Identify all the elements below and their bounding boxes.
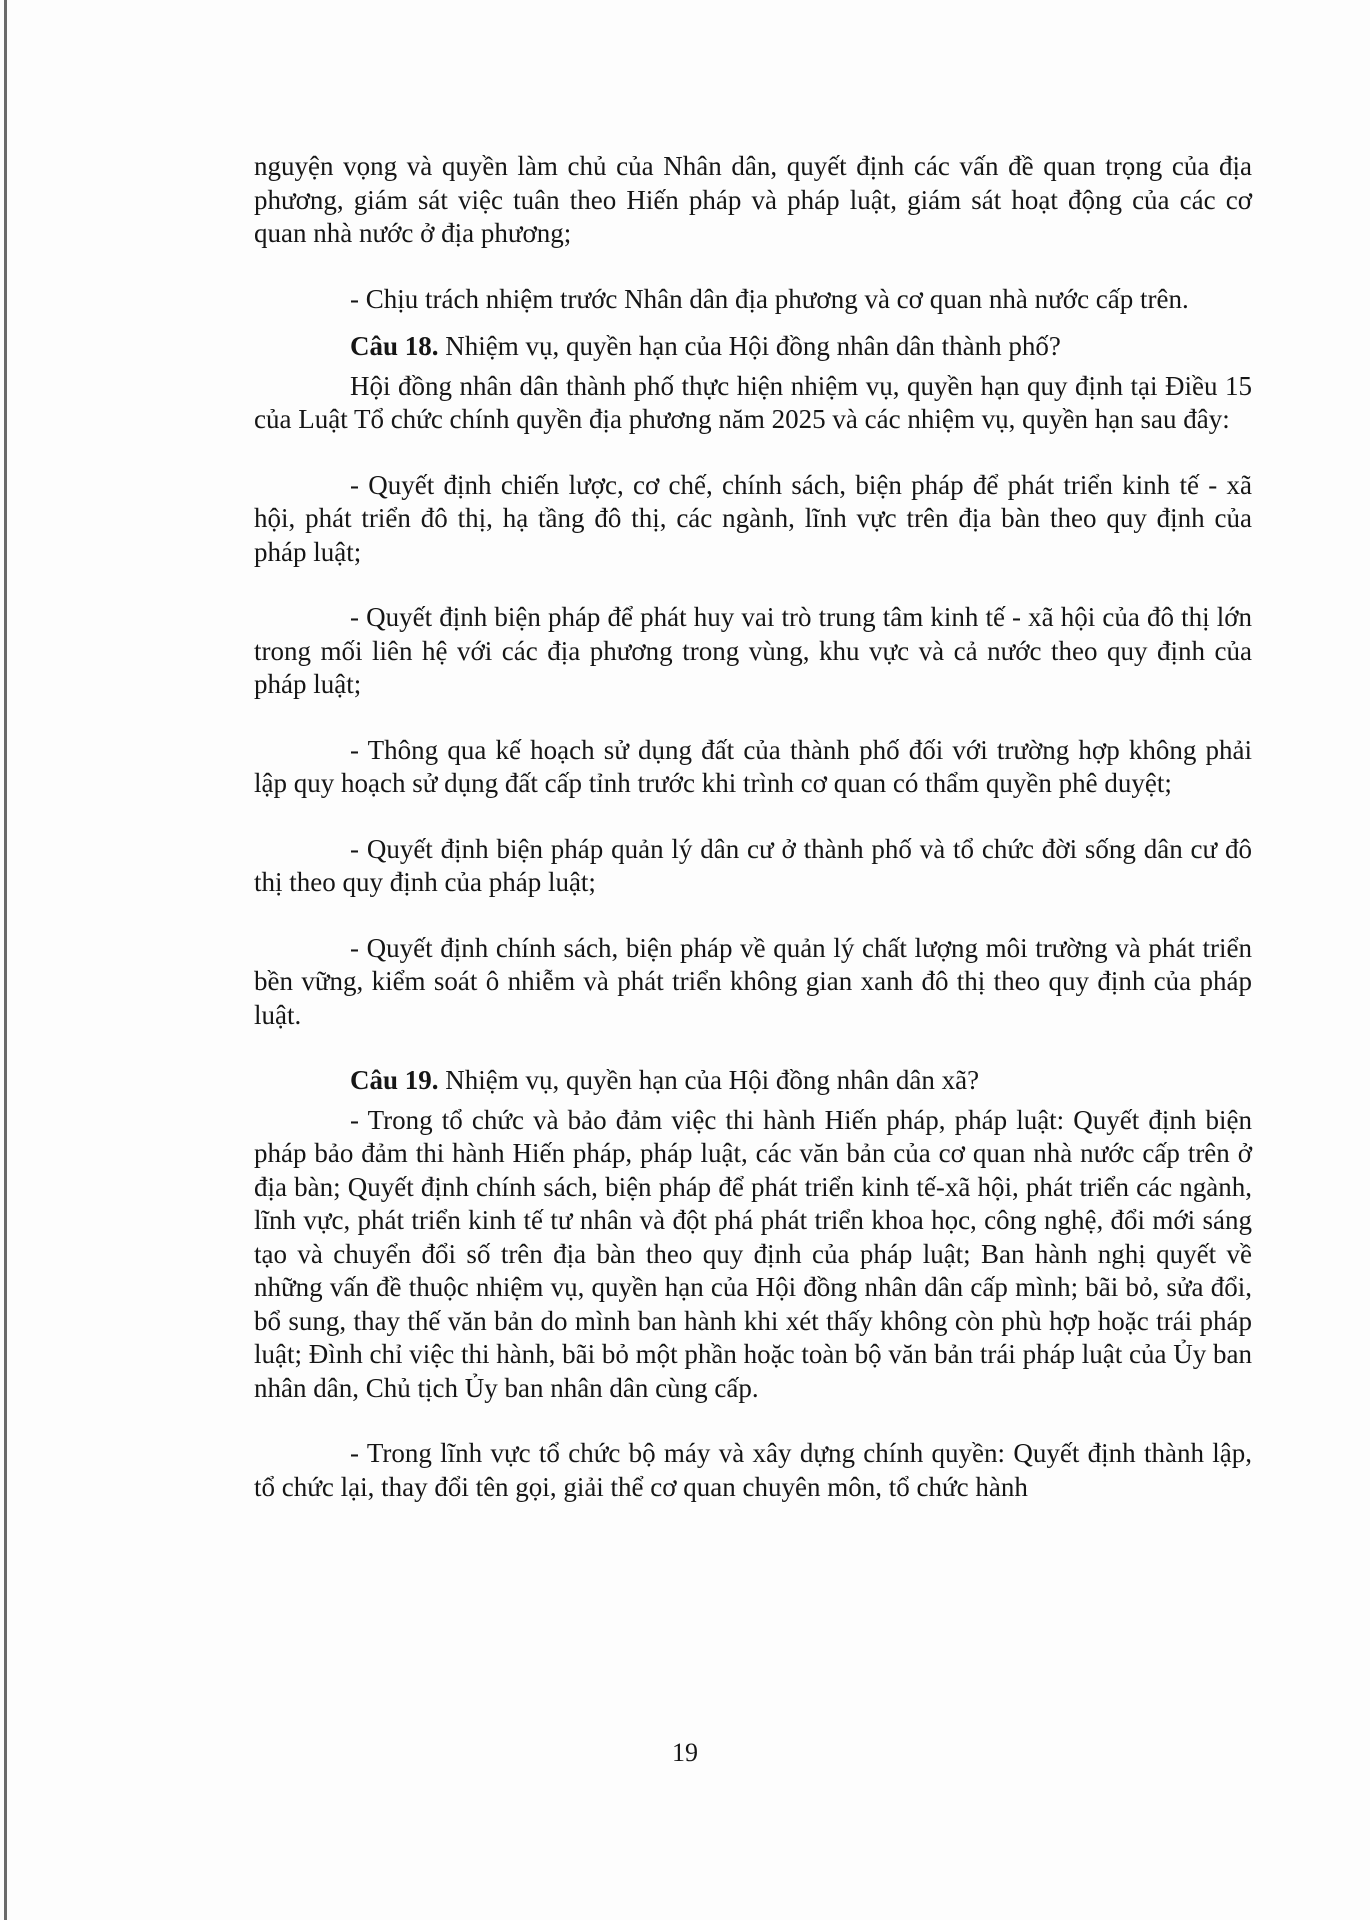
scan-edge-line <box>4 0 7 1920</box>
page-number: 19 <box>672 1738 698 1767</box>
question-18-intro: Hội đồng nhân dân thành phố thực hiện nhiệm vụ, quyền hạn quy định tại Điều 15 của Luật Tổ chức chính quyền địa phương năm 2025 và các nhiệm vụ, quyền hạn sau đây: <box>254 370 1252 434</box>
question-18-item: - Quyết định chiến lược, cơ chế, chính sách, biện pháp để phát triển kinh tế - xã hội, phát triển đô thị, hạ tầng đô thị, các ngành, lĩnh vực trên địa bàn theo quy định của pháp luật; <box>254 469 1252 567</box>
paragraph-continuation: nguyện vọng và quyền làm chủ của Nhân dân, quyết định các vấn đề quan trọng của địa phương, giám sát việc tuân theo Hiến pháp và pháp luật, giám sát hoạt động của các cơ quan nhà nước ở địa phương; <box>254 151 1252 248</box>
question-19-title: Nhiệm vụ, quyền hạn của Hội đồng nhân dân xã? <box>438 1065 980 1095</box>
question-19-item: - Trong tổ chức và bảo đảm việc thi hành Hiến pháp, pháp luật: Quyết định biện pháp bảo đảm thi hành Hiến pháp, pháp luật, các văn bản của cơ quan nhà nước cấp trên ở địa bàn; Quyết định chính sách, biện pháp để phát triển kinh tế-xã hội, phát triển các ngành, lĩnh vực, phát triển kinh tế tư nhân và đột phá phát triển khoa học, công nghệ, đổi mới sáng tạo và chuyển đổi số trên địa bàn theo quy định của pháp luật; Ban hành nghị quyết về những vấn đề thuộc nhiệm vụ, quyền hạn của Hội đồng nhân dân cấp mình; bãi bỏ, sửa đổi, bổ sung, thay thế văn bản do mình ban hành khi xét thấy không còn phù hợp hoặc trái pháp luật; Đình chỉ việc thi hành, bãi bỏ một phần hoặc toàn bộ văn bản trái pháp luật của Ủy ban nhân dân, Chủ tịch Ủy ban nhân dân cùng cấp. <box>254 1104 1252 1403</box>
question-18-item: - Thông qua kế hoạch sử dụng đất của thành phố đối với trường hợp không phải lập quy hoạch sử dụng đất cấp tỉnh trước khi trình cơ quan có thẩm quyền phê duyệt; <box>254 734 1252 798</box>
question-19-label: Câu 19. <box>350 1065 439 1095</box>
question-18-title: Nhiệm vụ, quyền hạn của Hội đồng nhân dân thành phố? <box>438 331 1061 361</box>
question-18-item: - Quyết định chính sách, biện pháp về quản lý chất lượng môi trường và phát triển bền vững, kiểm soát ô nhiễm và phát triển không gian xanh đô thị theo quy định của pháp luật. <box>254 932 1252 1030</box>
question-18-item: - Quyết định biện pháp quản lý dân cư ở thành phố và tổ chức đời sống dân cư đô thị theo quy định của pháp luật; <box>254 833 1252 897</box>
question-19-item: - Trong lĩnh vực tổ chức bộ máy và xây dựng chính quyền: Quyết định thành lập, tổ chức lại, thay đổi tên gọi, giải thể cơ quan chuyên môn, tổ chức hành <box>254 1438 1252 1502</box>
paragraph-responsibility: - Chịu trách nhiệm trước Nhân dân địa phương và cơ quan nhà nước cấp trên. <box>350 283 1189 314</box>
question-18-item: - Quyết định biện pháp để phát huy vai trò trung tâm kinh tế - xã hội của đô thị lớn trong mối liên hệ với các địa phương trong vùng, khu vực và cả nước theo quy định của pháp luật; <box>254 602 1252 699</box>
question-18-label: Câu 18. <box>350 331 439 361</box>
question-18-heading <box>254 330 1252 364</box>
question-19-heading <box>254 1064 1252 1098</box>
document-body <box>254 150 1252 1504</box>
